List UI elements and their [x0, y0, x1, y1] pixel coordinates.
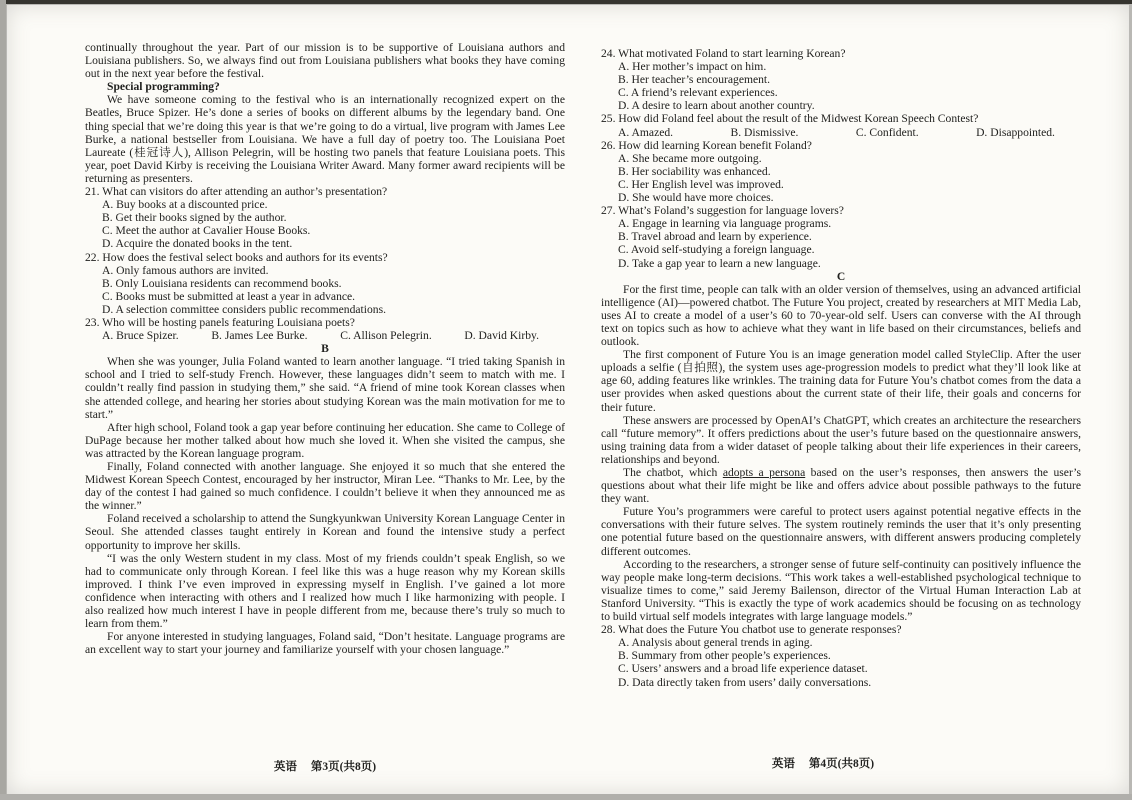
passage-label: C	[836, 269, 846, 283]
footer-page-number-left: 第3页(共8页)	[310, 761, 377, 773]
option: B. James Lee Burke.	[211, 329, 308, 343]
option: B. Her teacher’s encouragement.	[618, 73, 771, 87]
paragraph: When she was younger, Julia Foland wanted to learn another language. “I tried taking Spanish in school and I tried to self-study French. However, these languages didn’t seem to match with me. I couldn’t really find passion in studying them,” she said. “A friend of mine took Korean classes when she attended college, and hearing her stories about studying Korean was the main motivation for me to start.”	[85, 355, 565, 421]
paragraph: According to the researchers, a stronger sense of future self-continuity can positively influence the way people make long-term decisions. “This work takes a well-established psychological technique to visualize times to come,” said Jeremy Bailenson, director of the Virtual Human Interaction Lab at Stanford University. “This is exactly the type of work academics should be focusing on as technology to build virtual self models integrates with large language models.”	[601, 557, 1081, 624]
option: A. Analysis about general trends in aging.	[618, 636, 813, 650]
paragraph: After high school, Foland took a gap year before continuing her education. She came to College of DuPage because her mother talked about how much she loved it. When she visited the campus, she was attracted by the Korean language program.	[85, 420, 565, 460]
scan-edge-left	[0, 0, 6, 800]
question-stem: 24. What motivated Foland to start learning Korean?	[601, 47, 846, 60]
option: C. Confident.	[855, 125, 919, 139]
footer-subject-left: 英语	[273, 761, 297, 773]
paragraph: For anyone interested in studying languages, Foland said, “Don’t hesitate. Language programs are an excellent way to start your journey and familiarize yourself with your chosen language.”	[85, 630, 565, 657]
question-stem: 27. What’s Foland’s suggestion for language lovers?	[601, 204, 844, 218]
option: C. Allison Pelegrin.	[340, 329, 432, 343]
question-22	[85, 251, 565, 316]
option: B. Travel abroad and learn by experience.	[618, 230, 812, 244]
question-stem: 26. How did learning Korean benefit Foland?	[601, 138, 812, 152]
page4-content	[601, 47, 1081, 689]
question-28	[601, 623, 1081, 688]
option: A. She became more outgoing.	[618, 151, 762, 165]
option: A. Only famous authors are invited.	[102, 263, 269, 277]
question-24	[601, 47, 1081, 112]
option: D. A selection committee considers public recommendations.	[102, 302, 386, 316]
question-stem: 22. How does the festival select books and authors for its events?	[85, 250, 388, 264]
page4-column	[601, 47, 1081, 689]
question-stem: 25. How did Foland feel about the result of the Midwest Korean Speech Contest?	[601, 112, 979, 126]
option: B. Her sociability was enhanced.	[618, 164, 771, 178]
option: D. She would have more choices.	[618, 191, 774, 205]
question-21	[85, 185, 565, 250]
option: B. Only Louisiana residents can recommend books.	[102, 276, 342, 290]
option: D. David Kirby.	[464, 329, 539, 343]
question-27	[601, 204, 1081, 269]
question-23	[85, 316, 565, 342]
underlined-phrase: adopts a persona	[722, 466, 806, 479]
option: D. Disappointed.	[976, 125, 1055, 139]
paragraph: Future You’s programmers were careful to protect users against potential negative effects in the conversations with their future selves. The system routinely reminds the user that it’s only presenting one potential future based on the questionnaire answers, with different answers producing completely different outcomes.	[601, 505, 1081, 558]
option: D. A desire to learn about another country.	[618, 99, 815, 113]
page4-footer	[583, 757, 1063, 771]
paragraph: continually throughout the year. Part of our mission is to be supportive of Louisiana authors and Louisiana publishers. So, we always find out from Louisiana publishers what books they have coming out in the next year before the festival.	[85, 41, 565, 81]
question-25	[601, 112, 1081, 138]
option: D. Acquire the donated books in the tent.	[102, 237, 293, 251]
page3-column	[85, 41, 565, 656]
question-options	[601, 126, 1081, 139]
scan-edge-top	[0, 0, 1132, 4]
option: B. Get their books signed by the author.	[102, 211, 287, 225]
option: C. Meet the author at Cavalier House Books.	[102, 224, 311, 238]
option: A. Engage in learning via language programs.	[618, 217, 832, 231]
option: B. Summary from other people’s experiences.	[618, 649, 831, 663]
option: A. Buy books at a discounted price.	[102, 198, 268, 212]
section-heading: Special programming?	[107, 80, 220, 94]
paragraph: We have someone coming to the festival who is an internationally recognized expert on the Beatles, Bruce Spizer. He’s done a series of books on different albums by the legendary band. One thing special that we’re doing this year is that we’re going to do a virtual, live program with James Lee Burke, a national bestseller from Louisiana. We have a full day of poetry too. The Louisiana Poet Laureate (桂冠诗人), Allison Pelegrin, will be hosting two panels that feature Louisiana poets. This year, poet David Kirby is receiving the Louisiana Writer Award. Many former award recipients will be returning as presenters.	[85, 93, 565, 185]
option: A. Her mother’s impact on him.	[618, 60, 767, 74]
footer-page-number-right: 第4页(共8页)	[808, 758, 875, 770]
question-stem: 28. What does the Future You chatbot use to generate responses?	[601, 623, 902, 637]
paragraph: “I was the only Western student in my class. Most of my friends couldn’t speak English, so we had to communicate only through Korean. I feel like this was a huge reason why my Korean skills improved. I think I’ve even improved in expressing myself in English. I’ve gained a lot more confidence when interacting with others and I realized how much I like harmonizing with people. I also realized how much interest I have in people different from me, because there’s truly so much to learn from them.”	[85, 551, 565, 631]
footer-subject-right: 英语	[771, 758, 795, 770]
paragraph: For the first time, people can talk with an older version of themselves, using an advanced artificial intelligence (AI)—powered chatbot. The Future You project, created by researchers at MIT Media Lab, uses AI to create a model of a user’s 60 to 70-year-old self. Users can converse with the AI through text on topics such as how to achieve what they want in life based on their circumstances, beliefs and outlook.	[601, 282, 1081, 349]
question-26	[601, 139, 1081, 204]
question-stem: 23. Who will be hosting panels featuring Louisiana poets?	[85, 315, 355, 329]
option: B. Dismissive.	[730, 125, 799, 139]
option: C. Avoid self-studying a foreign language.	[618, 243, 815, 257]
passage-label: B	[321, 342, 329, 356]
paragraph: The chatbot, which adopts a persona based on the user’s responses, then answers the user’s questions about what their life might be like and offers advice about possible pathways to the future they want.	[601, 466, 1081, 506]
option: A. Amazed.	[618, 125, 674, 139]
option: C. Users’ answers and a broad life experience dataset.	[618, 662, 868, 676]
page3-footer	[85, 760, 565, 774]
scan-edge-bottom	[0, 794, 1132, 800]
paragraph: These answers are processed by OpenAI’s ChatGPT, which creates an architecture the researchers call “future memory”. It offers predictions about the user’s future based on the questionnaire answers, using training data from a wider dataset of people talking about their life experiences in their careers, relationships and beyond.	[601, 413, 1081, 466]
option: A. Bruce Spizer.	[102, 329, 179, 343]
question-options	[85, 329, 565, 342]
option: D. Take a gap year to learn a new language.	[618, 256, 821, 270]
question-stem: 21. What can visitors do after attending an author’s presentation?	[85, 185, 388, 199]
paragraph: The first component of Future You is an image generation model called StyleClip. After the user uploads a selfie (自拍照), the system uses age-progression models to predict what they’ll look like at age 60, adding features like wrinkles. The training data for Future You’s chatbot comes from the data a user provides when asked questions about the current state of their life, their goals and concerns for their future.	[601, 348, 1081, 414]
exam-sheet	[7, 5, 1129, 794]
page3-content	[85, 41, 565, 656]
option: C. Books must be submitted at least a year in advance.	[102, 289, 356, 303]
option: C. A friend’s relevant experiences.	[618, 86, 778, 100]
option: C. Her English level was improved.	[618, 177, 784, 191]
option: D. Data directly taken from users’ daily conversations.	[618, 675, 872, 689]
paragraph: Finally, Foland connected with another language. She enjoyed it so much that she entered the Midwest Korean Speech Contest, encouraged by her instructor, Miran Lee. “Thanks to Mr. Lee, by the day of the contest I had gained so much confidence. I couldn’t believe it when they announced me as the winner.”	[85, 460, 565, 513]
paragraph: Foland received a scholarship to attend the Sungkyunkwan University Korean Language Center in Seoul. She attended classes taught entirely in Korean and found the intensive study a perfect opportunity to improve her skills.	[85, 512, 565, 552]
